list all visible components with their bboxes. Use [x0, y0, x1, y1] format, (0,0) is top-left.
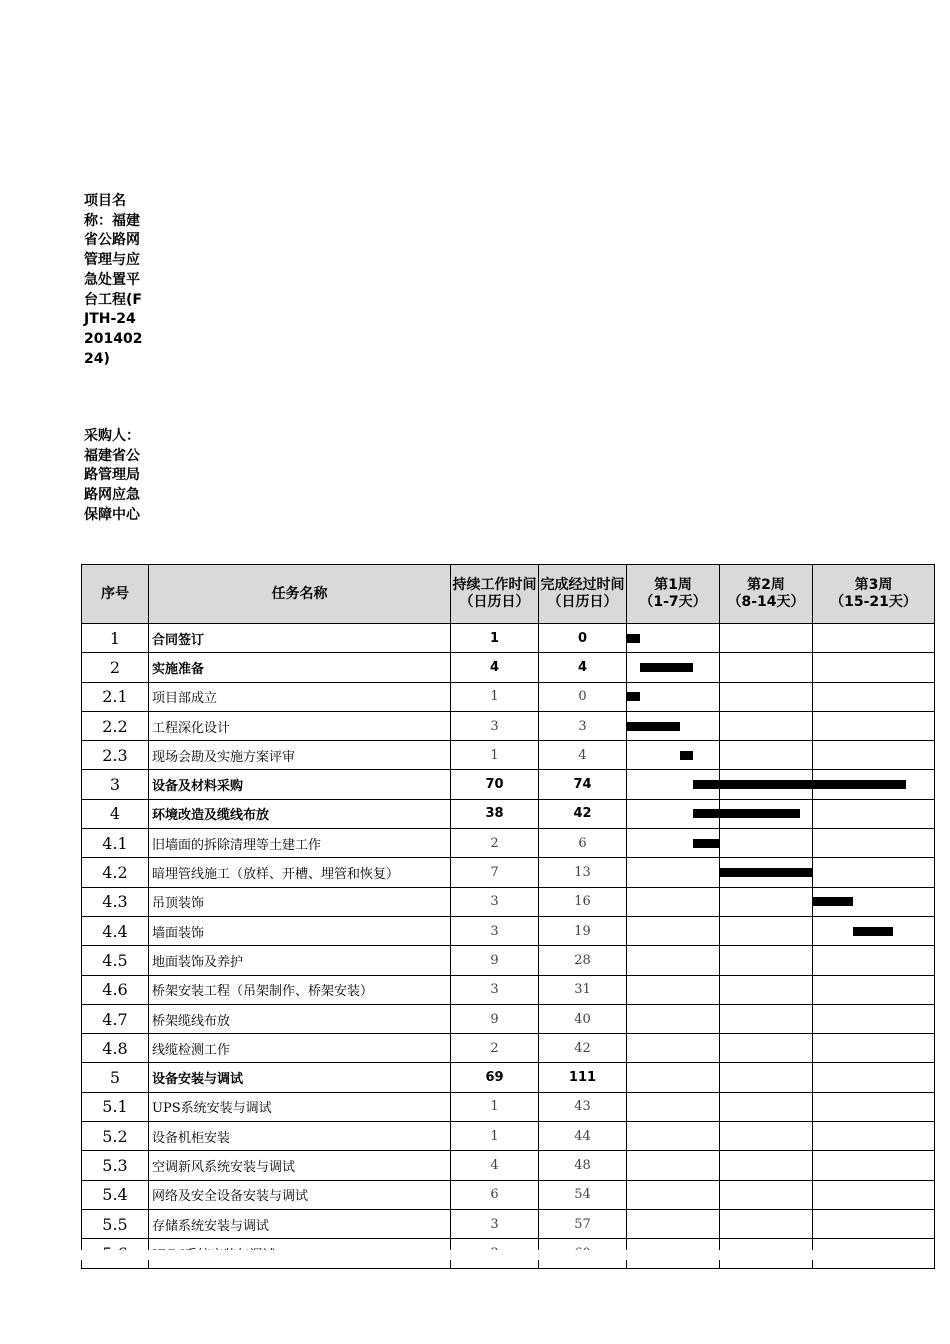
row-number: 2 — [82, 653, 149, 682]
week-2-label: 第2周 — [747, 577, 785, 593]
week-1-cell — [627, 946, 720, 975]
row-number: 5 — [82, 1063, 149, 1092]
table-row — [82, 1004, 935, 1033]
row-duration: 1 — [451, 682, 539, 711]
row-elapsed: 44 — [539, 1122, 627, 1151]
gantt-bar — [853, 927, 893, 936]
week-3-cell — [813, 741, 935, 770]
row-number: 4.5 — [82, 946, 149, 975]
row-duration: 2 — [451, 1034, 539, 1063]
week-1-cell — [627, 1122, 720, 1151]
row-task-name: 合同签订 — [149, 624, 451, 653]
row-duration: 3 — [451, 711, 539, 740]
row-task-name: 墙面装饰 — [149, 916, 451, 945]
table-row — [82, 1122, 935, 1151]
week-3-cell — [813, 770, 935, 799]
row-elapsed: 0 — [539, 682, 627, 711]
row-number: 4.3 — [82, 887, 149, 916]
week-2-cell — [720, 741, 813, 770]
row-elapsed: 57 — [539, 1209, 627, 1238]
table-row — [82, 946, 935, 975]
row-number: 4.2 — [82, 858, 149, 887]
table-row — [82, 975, 935, 1004]
purchaser-label: 采购人：福建省公路管理局路网应急保障中心 — [84, 428, 140, 523]
row-task-name: 线缆检测工作 — [149, 1034, 451, 1063]
gantt-schedule-table — [81, 564, 917, 1250]
week-1-cell — [627, 1180, 720, 1209]
week-2-cell — [720, 1004, 813, 1033]
table-row — [82, 741, 935, 770]
row-elapsed: 42 — [539, 1034, 627, 1063]
gantt-bar — [680, 751, 693, 760]
week-2-cell — [720, 624, 813, 653]
table-row — [82, 1151, 935, 1180]
row-duration: 9 — [451, 1004, 539, 1033]
row-duration: 7 — [451, 858, 539, 887]
row-duration: 4 — [451, 653, 539, 682]
header-week-2 — [720, 565, 813, 624]
week-3-cell — [813, 624, 935, 653]
week-3-cell — [813, 858, 935, 887]
week-2-cell — [720, 1209, 813, 1238]
week-3-cell — [813, 1209, 935, 1238]
row-number: 4.8 — [82, 1034, 149, 1063]
week-3-range: （15-21天） — [830, 594, 917, 610]
row-task-name: 空调新风系统安装与调试 — [149, 1151, 451, 1180]
row-elapsed: 19 — [539, 916, 627, 945]
week-3-cell — [813, 1063, 935, 1092]
row-duration: 1 — [451, 741, 539, 770]
week-1-cell — [627, 653, 720, 682]
project-name-label: 项目名称：福建省公路网管理与应急处置平台工程(FJTH-2420140224) — [84, 193, 143, 367]
row-elapsed: 40 — [539, 1004, 627, 1033]
week-3-cell — [813, 1122, 935, 1151]
week-3-cell — [813, 1151, 935, 1180]
header-no: 序号 — [82, 565, 149, 624]
header-task-name: 任务名称 — [149, 565, 451, 624]
row-task-name: UPS系统安装与调试 — [149, 1092, 451, 1121]
row-number: 3 — [82, 770, 149, 799]
week-1-cell — [627, 887, 720, 916]
table-row — [82, 916, 935, 945]
week-1-label: 第1周 — [654, 577, 692, 593]
row-task-name: 设备安装与调试 — [149, 1063, 451, 1092]
table-row — [82, 1180, 935, 1209]
header-elapsed: 完成经过时间（日历日） — [539, 565, 627, 624]
row-elapsed: 4 — [539, 741, 627, 770]
gantt-bar — [813, 780, 906, 789]
row-number: 5.5 — [82, 1209, 149, 1238]
row-elapsed: 3 — [539, 711, 627, 740]
row-number: 4 — [82, 799, 149, 828]
week-2-cell — [720, 1063, 813, 1092]
row-task-name: 存储系统安装与调试 — [149, 1209, 451, 1238]
row-task-name: 吊顶装饰 — [149, 887, 451, 916]
week-1-cell — [627, 1034, 720, 1063]
gantt-bar — [693, 809, 720, 818]
week-3-cell — [813, 975, 935, 1004]
row-task-name: 桥架缆线布放 — [149, 1004, 451, 1033]
row-elapsed: 31 — [539, 975, 627, 1004]
row-elapsed: 13 — [539, 858, 627, 887]
week-2-cell — [720, 1180, 813, 1209]
table-row — [82, 887, 935, 916]
table-row — [82, 1092, 935, 1121]
table-row — [82, 1063, 935, 1092]
row-number: 5.1 — [82, 1092, 149, 1121]
row-task-name: 工程深化设计 — [149, 711, 451, 740]
table-row — [82, 770, 935, 799]
week-2-cell — [720, 711, 813, 740]
row-task-name: 现场会勘及实施方案评审 — [149, 741, 451, 770]
row-duration: 69 — [451, 1063, 539, 1092]
row-elapsed: 16 — [539, 887, 627, 916]
gantt-bar — [627, 634, 640, 643]
gantt-bar — [720, 780, 813, 789]
row-task-name: 实施准备 — [149, 653, 451, 682]
row-task-name: 设备及材料采购 — [149, 770, 451, 799]
week-3-cell — [813, 653, 935, 682]
week-3-cell — [813, 1180, 935, 1209]
week-2-range: （8-14天） — [727, 594, 805, 610]
row-duration: 1 — [451, 1092, 539, 1121]
row-duration: 3 — [451, 887, 539, 916]
week-2-cell — [720, 1092, 813, 1121]
week-1-cell — [627, 770, 720, 799]
row-number: 4.6 — [82, 975, 149, 1004]
row-duration: 3 — [451, 975, 539, 1004]
week-3-cell — [813, 1092, 935, 1121]
row-elapsed: 48 — [539, 1151, 627, 1180]
row-elapsed: 42 — [539, 799, 627, 828]
row-number: 2.3 — [82, 741, 149, 770]
week-1-cell — [627, 799, 720, 828]
week-1-range: （1-7天） — [639, 594, 707, 610]
row-number: 4.7 — [82, 1004, 149, 1033]
gantt-body — [82, 624, 935, 1269]
week-3-cell — [813, 1034, 935, 1063]
week-1-cell — [627, 858, 720, 887]
table-row — [82, 1034, 935, 1063]
week-3-cell — [813, 829, 935, 858]
week-1-cell — [627, 916, 720, 945]
row-elapsed: 43 — [539, 1092, 627, 1121]
week-3-cell — [813, 799, 935, 828]
row-number: 2.1 — [82, 682, 149, 711]
week-1-cell — [627, 975, 720, 1004]
week-2-cell — [720, 682, 813, 711]
week-2-cell — [720, 1122, 813, 1151]
row-number: 5.2 — [82, 1122, 149, 1151]
week-3-cell — [813, 916, 935, 945]
table-row — [82, 653, 935, 682]
gantt-bar — [693, 839, 720, 848]
week-2-cell — [720, 799, 813, 828]
gantt-bar — [720, 868, 813, 877]
week-2-cell — [720, 770, 813, 799]
week-1-cell — [627, 682, 720, 711]
row-elapsed: 4 — [539, 653, 627, 682]
page-bottom-edge — [81, 1250, 866, 1260]
week-2-cell — [720, 653, 813, 682]
header-duration: 持续工作时间（日历日） — [451, 565, 539, 624]
row-duration: 2 — [451, 829, 539, 858]
week-1-cell — [627, 829, 720, 858]
row-task-name: 网络及安全设备安装与调试 — [149, 1180, 451, 1209]
row-duration: 1 — [451, 1122, 539, 1151]
row-number: 4.4 — [82, 916, 149, 945]
row-number: 5.4 — [82, 1180, 149, 1209]
table-row — [82, 858, 935, 887]
row-duration: 6 — [451, 1180, 539, 1209]
row-elapsed: 28 — [539, 946, 627, 975]
gantt-bar — [627, 692, 640, 701]
week-1-cell — [627, 624, 720, 653]
week-1-cell — [627, 1209, 720, 1238]
week-2-cell — [720, 829, 813, 858]
row-task-name: 项目部成立 — [149, 682, 451, 711]
week-1-cell — [627, 1063, 720, 1092]
row-duration: 1 — [451, 624, 539, 653]
week-2-cell — [720, 916, 813, 945]
gantt-bar — [627, 722, 680, 731]
table-header-row — [82, 565, 935, 624]
week-2-cell — [720, 887, 813, 916]
week-2-cell — [720, 1034, 813, 1063]
row-number: 2.2 — [82, 711, 149, 740]
week-3-label: 第3周 — [854, 577, 893, 593]
week-1-cell — [627, 711, 720, 740]
header-week-1 — [627, 565, 720, 624]
row-duration: 9 — [451, 946, 539, 975]
row-elapsed: 6 — [539, 829, 627, 858]
table-row — [82, 829, 935, 858]
row-task-name: 环境改造及缆线布放 — [149, 799, 451, 828]
table-row — [82, 711, 935, 740]
table-row — [82, 624, 935, 653]
row-number: 4.1 — [82, 829, 149, 858]
table-row — [82, 799, 935, 828]
row-number: 1 — [82, 624, 149, 653]
week-2-cell — [720, 946, 813, 975]
gantt-bar — [693, 780, 720, 789]
week-3-cell — [813, 711, 935, 740]
row-task-name: 旧墙面的拆除清理等土建工作 — [149, 829, 451, 858]
row-elapsed: 0 — [539, 624, 627, 653]
week-2-cell — [720, 1151, 813, 1180]
row-task-name: 地面装饰及养护 — [149, 946, 451, 975]
week-1-cell — [627, 741, 720, 770]
week-1-cell — [627, 1092, 720, 1121]
gantt-bar — [640, 663, 693, 672]
table-row — [82, 1209, 935, 1238]
row-duration: 3 — [451, 916, 539, 945]
row-task-name: 桥架安装工程（吊架制作、桥架安装） — [149, 975, 451, 1004]
row-number: 5.3 — [82, 1151, 149, 1180]
row-elapsed: 54 — [539, 1180, 627, 1209]
week-2-cell — [720, 975, 813, 1004]
week-2-cell — [720, 858, 813, 887]
week-3-cell — [813, 946, 935, 975]
week-3-cell — [813, 887, 935, 916]
header-week-3 — [813, 565, 935, 624]
row-duration: 70 — [451, 770, 539, 799]
week-3-cell — [813, 682, 935, 711]
row-task-name: 设备机柜安装 — [149, 1122, 451, 1151]
week-3-cell — [813, 1004, 935, 1033]
gantt-bar — [813, 897, 853, 906]
gantt-bar — [720, 809, 800, 818]
row-elapsed: 111 — [539, 1063, 627, 1092]
row-duration: 38 — [451, 799, 539, 828]
row-elapsed: 74 — [539, 770, 627, 799]
table-row — [82, 682, 935, 711]
row-duration: 3 — [451, 1209, 539, 1238]
row-task-name: 暗埋管线施工（放样、开槽、埋管和恢复） — [149, 858, 451, 887]
row-duration: 4 — [451, 1151, 539, 1180]
week-1-cell — [627, 1004, 720, 1033]
week-1-cell — [627, 1151, 720, 1180]
